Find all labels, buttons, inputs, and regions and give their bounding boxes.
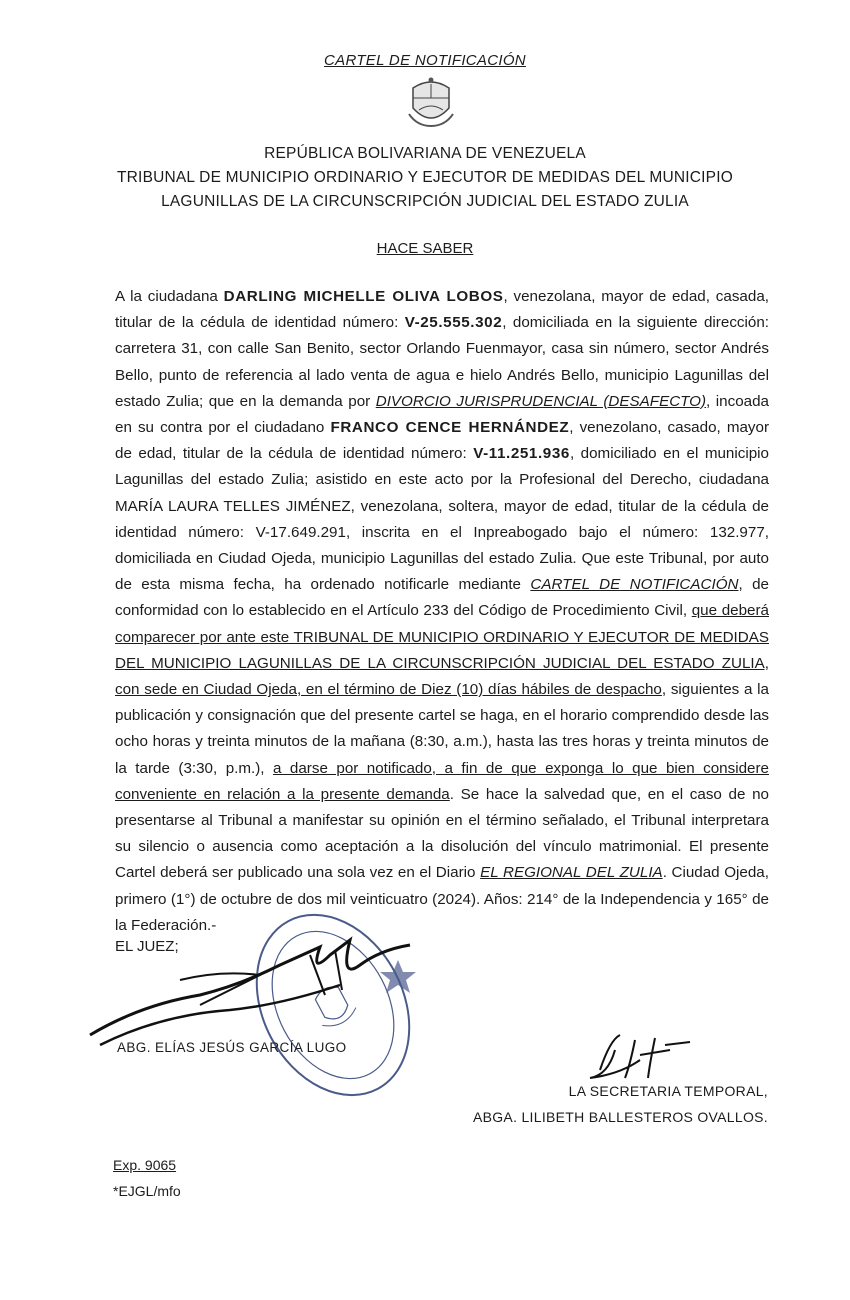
document-initials: *EJGL/mfo [113,1183,181,1199]
body-text: , venezolana, mayor de edad, casada, titular de la cédula de identidad número: [115,288,769,332]
file-number: Exp. 9065 [113,1157,177,1173]
body-text: A la ciudadana [115,288,224,305]
body-text: , venezolano, casado, mayor de edad, titular de la cédula de identidad número: [115,419,770,463]
header-line-1: REPÚBLICA BOLIVARIANA DE VENEZUELA [264,145,586,162]
body-text: , de conformidad con lo establecido en el Artículo 233 del Código de Procedimiento Civil, [115,576,770,620]
secretary-name: ABGA. LILIBETH BALLESTEROS OVALLOS. [472,1109,768,1125]
plaintiff-name: FRANCO CENCE HERNÁNDEZ [330,419,570,437]
body-text: , domiciliado en el municipio Lagunillas del estado Zulia; asistido en este acto por la Profesional del Derecho, ciudadana MARÍA LAURA TELLES JIMÉNEZ, venezolana, soltera, mayor de edad, titular de la cédula de identidad número: V-17.649.291, inscrita en el Inpreabogado bajo el número: 132.977, domiciliada en Ciudad Ojeda, municipio Lagunillas del estado Zulia. Que este Tribunal, por auto de esta misma fecha, ha ordenado notificarle mediante [115,445,769,594]
appearance-requirement: que deberá comparecer por ante este TRIBUNAL DE MUNICIPIO ORDINARIO Y EJECUTOR DE MEDIDAS DEL MUNICIPIO LAGUNILLAS DE LA CIRCUNSCRIPCIÓN JUDICIAL DEL ESTADO ZULIA, con sede en Ciudad Ojeda, en el término de Diez (10) días hábiles de despacho [115,602,769,699]
secretary-signature-icon [580,1030,700,1090]
case-type: DIVORCIO JURISPRUDENCIAL (DESAFECTO) [375,392,707,410]
court-header [0,142,850,214]
header-line-2: TRIBUNAL DE MUNICIPIO ORDINARIO Y EJECUTOR DE MEDIDAS DEL MUNICIPIO [117,169,733,186]
cartel-reference: CARTEL DE NOTIFICACIÓN [530,576,739,594]
respondent-id: V-25.555.302 [404,314,503,332]
newspaper-name: EL REGIONAL DEL ZULIA [480,864,663,882]
judge-name: ABG. ELÍAS JESÚS GARCÍA LUGO [117,1040,347,1055]
body-text: , domiciliada en la siguiente dirección: carretera 31, con calle San Benito, sector Orlando Fuenmayor, casa sin número, sector Andrés Bello, punto de referencia al lado venta de agua e hielo Andrés Bello, municipio Lagunillas del estado Zulia; que en la demanda por [115,314,769,410]
body-text: , siguientes a la publicación y consignación que del presente cartel se haga, en el horario comprendido desde las ocho horas y treinta minutos de la mañana (8:30, a.m.), hasta las tres horas y treinta minutos de la tarde (3:30, p.m.), [115,681,769,777]
judge-signature-icon [80,935,460,1055]
document-title: CARTEL DE NOTIFICACIÓN [324,52,526,69]
respondent-name: DARLING MICHELLE OLIVA LOBOS [223,288,504,305]
hace-saber-heading: HACE SABER [376,240,474,257]
body-text: . Se hace la salvedad que, en el caso de no presentarse al Tribunal a manifestar su opinión en el término señalado, el Tribunal interpretara su silencio o ausencia como aceptación a la disolución del vínculo matrimonial. El presente Cartel deberá ser publicado una sola vez en el Diario [115,785,769,882]
secretary-role: LA SECRETARIA TEMPORAL, [568,1083,768,1099]
judge-label: EL JUEZ; [115,938,179,955]
notification-purpose: a darse por notificado, a fin de que exponga lo que bien considere conveniente en relación a la presente demanda [115,759,769,803]
plaintiff-id: V-11.251.936 [473,445,570,463]
body-text: , incoada en su contra por el ciudadano [115,392,769,437]
venezuela-coat-of-arms-icon [405,74,457,130]
body-text: . Ciudad Ojeda, primero (1°) de octubre de dos mil veinticuatro (2024). Años: 214° de la Independencia y 165° de la Federación.- [115,864,769,934]
header-line-3: LAGUNILLAS DE LA CIRCUNSCRIPCIÓN JUDICIAL DEL ESTADO ZULIA [161,193,689,210]
notice-body [115,284,769,939]
